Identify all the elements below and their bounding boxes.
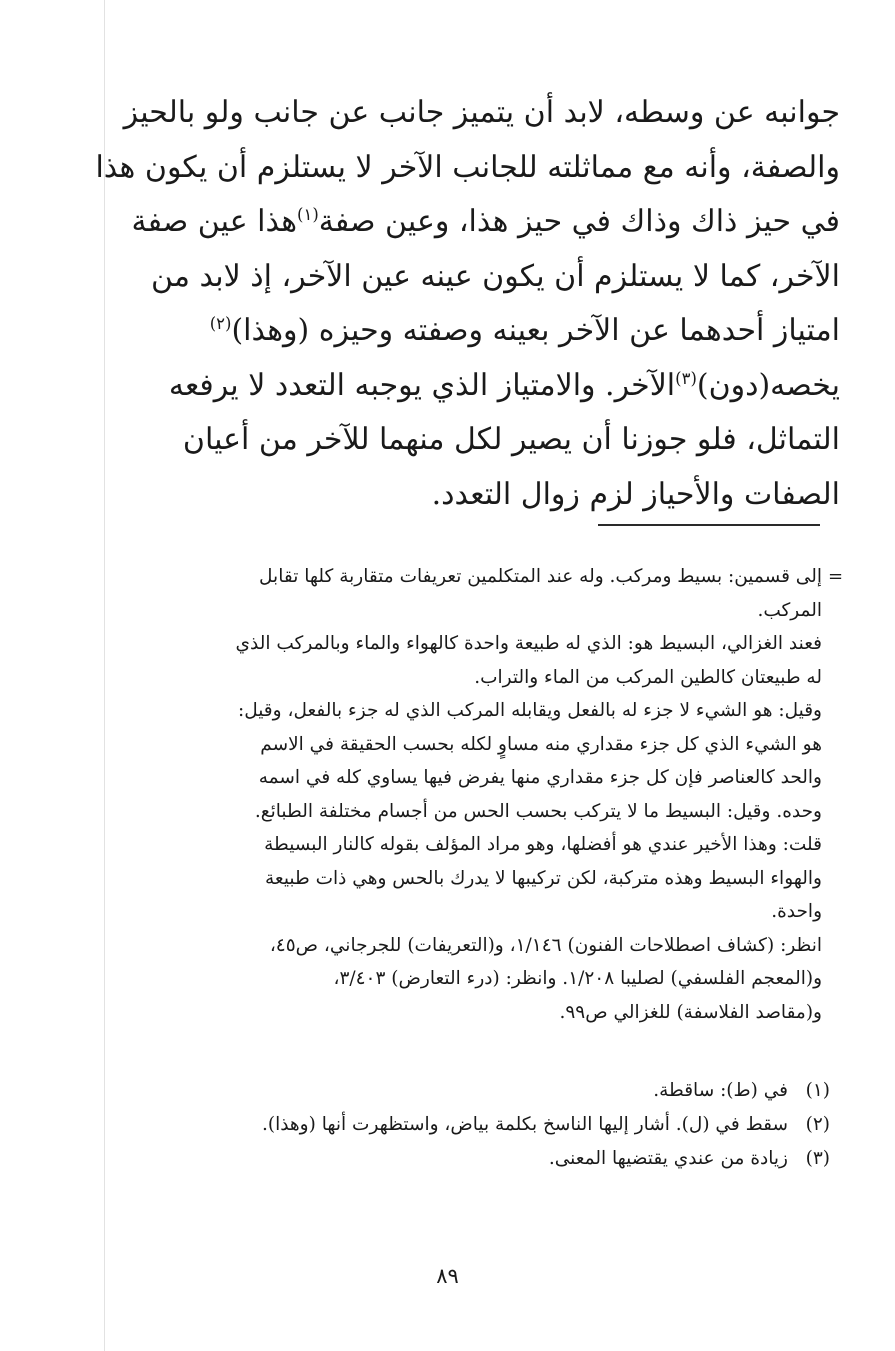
main-line-text: الآخر، كما لا يستلزم أن يكون عينه عين الآخر، إذ لابد من <box>151 258 840 294</box>
main-line-text: يخصه(دون) <box>696 367 840 403</box>
numbered-footnotes <box>150 1074 830 1176</box>
footnote-line: له طبيعتان كالطين المركب من الماء والتراب. <box>474 666 822 688</box>
main-line-3 <box>131 195 840 250</box>
main-line-8 <box>150 468 840 523</box>
footnote-line: و(مقاصد الفلاسفة) للغزالي ص٩٩. <box>559 1001 822 1023</box>
footnote-line: وحده. وقيل: البسيط ما لا يتركب بحسب الحس من أجسام مختلفة الطبائع. <box>254 800 822 822</box>
footnote-line: و(المعجم الفلسفي) لصليبا ١/٢٠٨. وانظر: (درء التعارض) ٣/٤٠٣، <box>333 968 822 989</box>
main-line-text: التماثل، فلو جوزنا أن يصير لكل منهما للآخر من أعيان <box>182 422 840 457</box>
footnote-marker-2: (٢) <box>209 314 232 333</box>
footnote-line: المركب. <box>757 599 822 621</box>
footnote-text: سقط في (ل). أشار إليها الناسخ بكلمة بياض، واستظهرت أنها (وهذا). <box>261 1114 788 1135</box>
footnote-item-3 <box>150 1142 830 1176</box>
main-line-text: هذا عين صفة <box>131 204 298 239</box>
main-line-6 <box>150 359 840 414</box>
main-line-text: الآخر. والامتياز الذي يوجبه التعدد لا يرفعه <box>168 367 676 403</box>
footnote-line: واحدة. <box>771 901 822 922</box>
footnote-item-2 <box>150 1108 830 1142</box>
footnote-line: انظر: (كشاف اصطلاحات الفنون) ١/١٤٦، و(التعريفات) للجرجاني، ص٤٥، <box>269 934 822 956</box>
footnote-line: وقيل: هو الشيء لا جزء له بالفعل ويقابله المركب الذي له جزء بالفعل، وقيل: <box>237 700 822 721</box>
main-line-1 <box>123 86 840 141</box>
main-line-text: امتياز أحدهما عن الآخر بعينه وصفته وحيزه (وهذا) <box>231 313 840 348</box>
footnote-marker-3: (٣) <box>675 368 697 388</box>
main-line-2 <box>95 141 840 196</box>
footnote-continuation <box>150 560 822 1029</box>
footnote-line: فعند الغزالي، البسيط هو: الذي له طبيعة واحدة كالهواء والماء وبالمركب الذي <box>235 633 822 654</box>
main-line-text: في حيز ذاك وذاك في حيز هذا، وعين صفة <box>318 204 840 239</box>
main-line-text: الصفات والأحياز لزم زوال التعدد. <box>431 476 840 512</box>
footnote-text: زيادة من عندي يقتضيها المعنى. <box>548 1148 788 1169</box>
continuation-mark: = <box>828 566 844 587</box>
footnote-line: والحد كالعناصر فإن كل جزء مقداري منها يفرض فيها يساوي كله في اسمه <box>258 767 822 788</box>
footnote-line: قلت: وهذا الأخير عندي هو أفضلها، وهو مراد المؤلف بقوله كالنار البسيطة <box>264 834 822 855</box>
footnote-text: في (ط): ساقطة. <box>653 1080 788 1101</box>
footnote-line: إلى قسمين: بسيط ومركب. وله عند المتكلمين تعريفات متقاربة كلها تقابل <box>259 566 822 587</box>
page-number: ٨٩ <box>436 1264 459 1288</box>
footnote-number: (٣) <box>805 1148 830 1169</box>
footnote-line: هو الشيء الذي كل جزء مقداري منه مساوٍ لكله بحسب الحقيقة في الاسم <box>260 733 822 755</box>
main-line-7 <box>150 413 840 468</box>
footnote-marker-1: (١) <box>297 205 319 224</box>
footnote-number: (١) <box>805 1080 830 1101</box>
main-line-5 <box>150 304 840 359</box>
scan-edge-line <box>104 0 105 1351</box>
footnote-line: والهواء البسيط وهذه متركبة، لكن تركيبها لا يدرك بالحس وهي ذات طبيعة <box>264 867 822 889</box>
footnote-item-1 <box>150 1074 830 1108</box>
main-line-text: والصفة، وأنه مع مماثلته للجانب الآخر لا يستلزم أن يكون هذا <box>95 149 840 185</box>
footnote-number: (٢) <box>805 1114 830 1135</box>
main-text-block <box>95 86 840 522</box>
main-line-text: جوانبه عن وسطه، لابد أن يتميز جانب عن جانب ولو بالحيز <box>123 95 840 130</box>
main-line-4 <box>150 250 840 305</box>
footnote-separator <box>598 524 820 526</box>
